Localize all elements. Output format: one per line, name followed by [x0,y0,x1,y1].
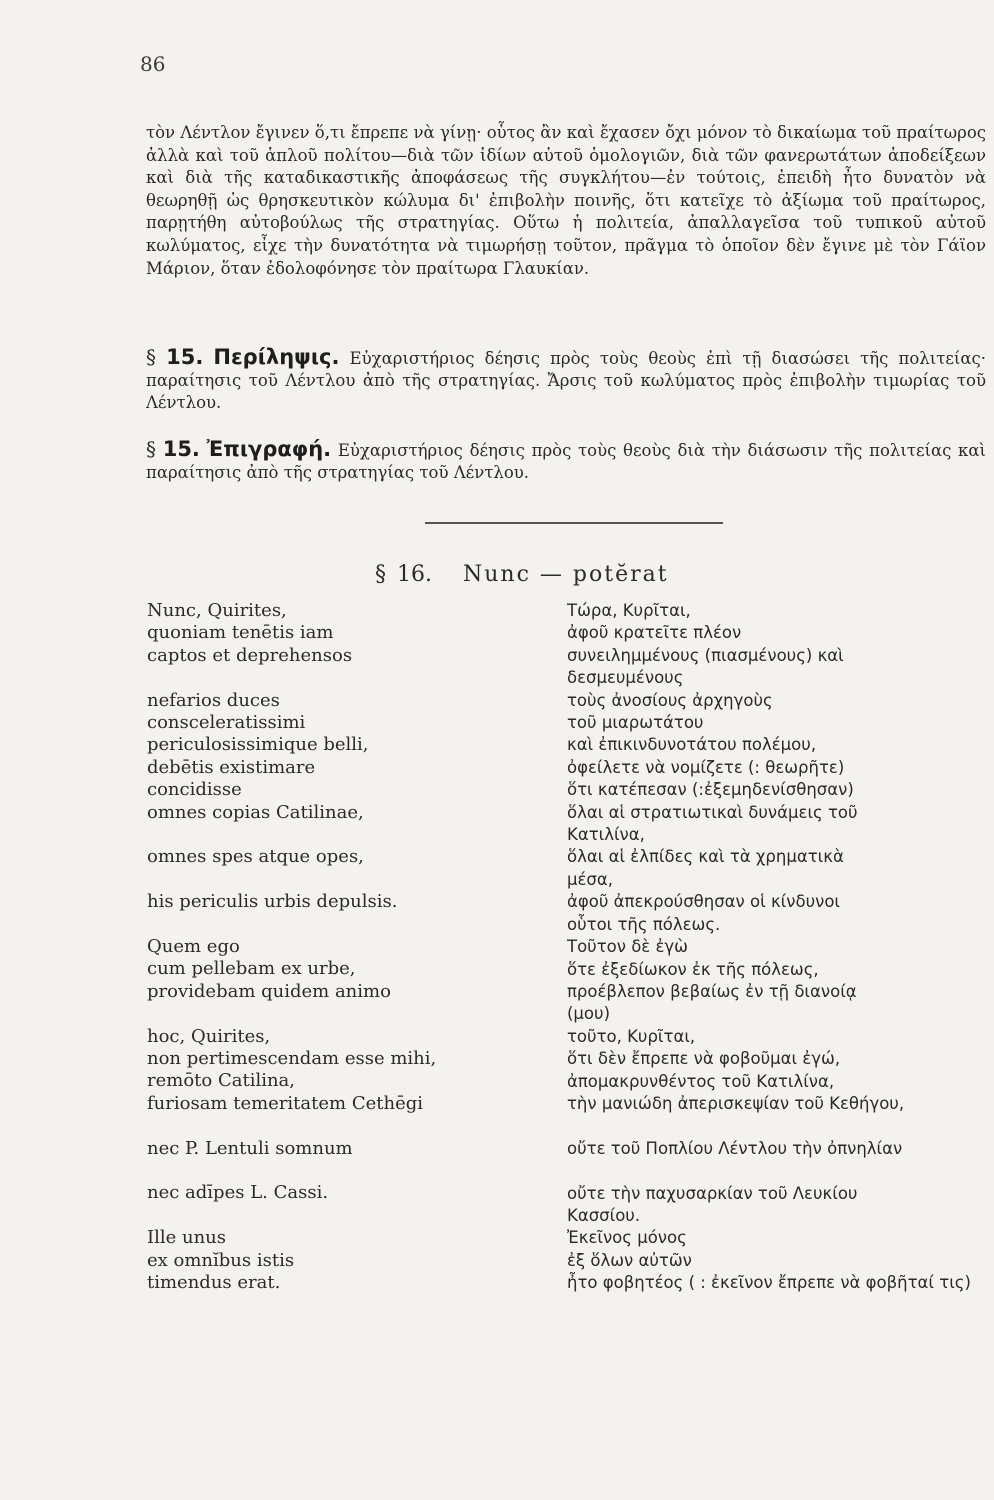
greek-line: τοὺς ἀνοσίους ἀρχηγοὺς [567,690,773,710]
summary-block [146,346,986,414]
greek-line: οὗτοι τῆς πόλεως. [567,914,721,934]
latin-line: omnes copias Catilinae, [147,801,364,823]
epigraph-block [146,438,986,484]
commentary-text: τὸν Λέντλον ἔγινεν ὅ,τι ἔπρεπε νὰ γίνῃ· οὗτος ἂν καὶ ἔχασεν ὄχι μόνον τὸ δικαίωμα τοῦ πραίτωρος ἀλλὰ καὶ τοῦ ἁπλοῦ πολίτου—διὰ τῶν ἰδίων αὐτοῦ ὁμολογιῶν, διὰ τῶν φανερωτάτων ἀποδείξεων καὶ διὰ τῆς καταδικαστικῆς ἀποφάσεως τῆς συγκλήτου—ἐν τούτοις, ἐπειδὴ ἦτο δυνατὸν νὰ θεωρηθῇ ὡς θρησκευτικὸν κώλυμα δι' ἐπιβολὴν ποινῆς, ὅτι κατεῖχε τὸ ἀξίωμα τοῦ πραίτωρος, παρῃτήθη αὐτοβούλως τῆς στρατηγίας. Οὕτω ἡ πολιτεία, ἀπαλλαγεῖσα τοῦ τυπικοῦ αὐτοῦ κωλύματος, εἶχε τὴν δυνατότητα νὰ τιμωρήσῃ τοῦτον, πρᾶγμα τὸ ὁποῖον δὲν ἔγινε μὲ τὸν Γάϊον Μάριον, ὅταν ἐδολοφόνησε τὸν πραίτωρα Γλαυκίαν. [146,123,986,278]
latin-line: nec P. Lentuli somnum [147,1137,353,1159]
latin-line: consceleratissimi [147,712,306,734]
latin-line [147,914,537,936]
latin-line: hoc, Quirites, [147,1025,271,1047]
greek-line: ὅλαι αἱ στρατιωτικαὶ δυνάμεις τοῦ [567,802,858,822]
greek-line: οὔτε τὴν παχυσαρκίαν τοῦ Λευκίου [567,1183,858,1203]
latin-line: nefarios duces [147,689,280,711]
commentary-paragraph [146,122,986,280]
latin-line [147,1115,537,1137]
latin-line: Quem ego [147,936,240,958]
latin-line [147,1003,537,1025]
greek-line: ὅλαι αἱ ἐλπίδες καὶ τὰ χρηματικὰ [567,847,844,867]
latin-line: quoniam tenētis iam [147,622,334,644]
greek-line: οὔτε τοῦ Ποπλίου Λέντλου τὴν ὀπνηλίαν [567,1138,903,1158]
latin-line [147,869,537,891]
section-symbol: § [375,562,388,587]
greek-line: (μου) [567,1004,611,1024]
greek-line: τὴν μανιώδη ἀπερισκεψίαν τοῦ Κεθήγου, [567,1093,905,1113]
epigraph-heading: Ἐπιγραφή. [206,437,332,461]
greek-line: δεσμευμένους [567,668,684,688]
latin-line: ex omnĭbus istis [147,1249,295,1271]
latin-line: furiosam temeritatem Cethēgi [147,1092,424,1114]
greek-line: καὶ ἐπικινδυνοτάτου πολέμου, [567,735,817,755]
latin-line: debētis existimare [147,756,316,778]
greek-line: ὅτι κατέπεσαν (:ἐξεμηδενίσθησαν) [567,780,854,800]
section-title-text: Nunc — potĕrat [463,562,669,587]
greek-line: ἦτο φοβητέος ( : ἐκεῖνον ἔπρεπε νὰ φοβῆταί τις) [567,1273,971,1293]
latin-line: his periculis urbis depulsis. [147,891,398,913]
greek-translation-column [567,600,985,1295]
page-number: 86 [140,52,166,76]
latin-line [147,824,537,846]
greek-line: ὅτι δὲν ἔπρεπε νὰ φοβοῦμαι ἐγώ, [567,1049,841,1069]
greek-line: τοῦ μιαρωτάτου [567,713,704,733]
latin-line: nec adīpes L. Cassi. [147,1182,329,1204]
latin-line: Nunc, Quirites, [147,600,287,621]
greek-line: τοῦτο, Κυρῖται, [567,1026,696,1046]
latin-line [147,1160,537,1182]
section-symbol: § [146,437,156,461]
greek-line [567,1160,985,1182]
epigraph-number: 15. [162,437,200,461]
latin-line: omnes spes atque opes, [147,846,364,868]
latin-line: periculosissimique belli, [147,734,369,756]
latin-line: cum pellebam ex urbe, [147,958,356,980]
section-symbol: § [146,345,156,369]
section-title [375,562,669,587]
greek-line: Ἐκεῖνος μόνος [567,1228,687,1248]
latin-line: providebam quidem animo [147,980,391,1002]
latin-line: captos et deprehensos [147,644,353,666]
summary-text: Εὐχαριστήριος δέησις πρὸς τοὺς θεοὺς ἐπὶ τῇ διασώσει τῆς πολιτείας· παραίτησις τοῦ Λέντλου ἀπὸ τῆς στρατηγίας. Ἄρσις τοῦ κωλύματος πρὸς ἐπιβολὴν τιμωρίας τοῦ Λέντλου. [146,349,986,412]
latin-line: Ille unus [147,1227,227,1249]
summary-number: 15. [166,345,204,369]
greek-line: μέσα, [567,869,613,889]
section-number: 16. [397,562,432,587]
greek-line: ὀφείλετε νὰ νομίζετε (: θεωρῆτε) [567,757,845,777]
epigraph-text: Εὐχαριστήριος δέησις πρὸς τοὺς θεοὺς διὰ τὴν διάσωσιν τῆς πολιτείας καὶ παραίτησις ἀπὸ τῆς στρατηγίας τοῦ Λέντλου. [146,441,986,482]
greek-line: προέβλεπον βεβαίως ἐν τῇ διανοίᾳ [567,981,857,1001]
greek-line: ἀφοῦ ἀπεκρούσθησαν οἱ κίνδυνοι [567,892,841,912]
greek-line: Τοῦτον δὲ ἐγὼ [567,937,688,957]
latin-line [147,1205,537,1227]
latin-line [147,667,537,689]
greek-line: Τώρα, Κυρῖται, [567,601,691,620]
latin-text-column [147,600,537,1294]
greek-line: Κασσίου. [567,1205,641,1225]
latin-line: timendus erat. [147,1272,281,1294]
latin-line: concidisse [147,779,242,801]
section-divider [425,522,723,524]
greek-line: ὅτε ἐξεδίωκον ἐκ τῆς πόλεως, [567,959,819,979]
summary-heading: Περίληψις. [213,345,340,369]
latin-line: remōto Catilina, [147,1070,296,1092]
greek-line: ἐξ ὅλων αὐτῶν [567,1250,692,1270]
greek-line: συνειλημμένους (πιασμένους) καὶ [567,645,844,665]
latin-line: non pertimescendam esse mihi, [147,1048,437,1070]
greek-line: ἀφοῦ κρατεῖτε πλέον [567,623,742,643]
greek-line: ἀπομακρυνθέντος τοῦ Κατιλίνα, [567,1071,835,1091]
greek-line: Κατιλίνα, [567,825,645,845]
greek-line [567,1115,985,1137]
